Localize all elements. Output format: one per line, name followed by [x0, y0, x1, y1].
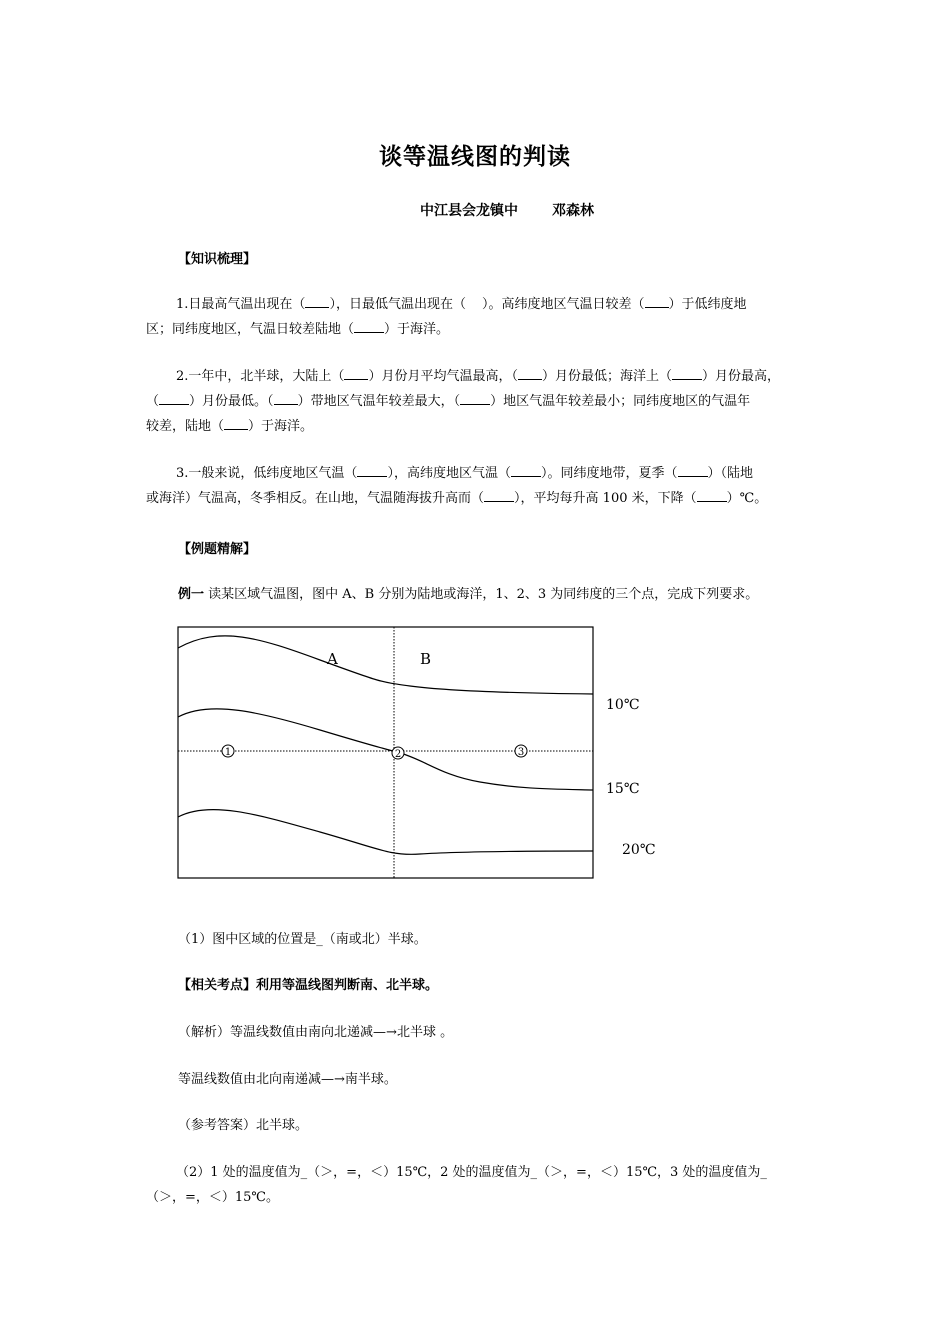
analysis-line-2: 等温线数值由北向南递减—→南半球。 [178, 1072, 397, 1087]
analysis-line-1: （解析）等温线数值由南向北递减—→北半球 。 [178, 1025, 454, 1040]
figure-frame [178, 627, 593, 878]
point-1-label: 1 [224, 747, 232, 758]
answer-blank[interactable] [224, 415, 248, 430]
related-points: 【相关考点】利用等温线图判断南、北半球。 [178, 978, 439, 993]
author-name: 邓森林 [552, 203, 594, 219]
answer-blank[interactable] [678, 462, 708, 477]
isotherm-figure [170, 620, 670, 885]
point-2-label: 2 [394, 749, 402, 760]
question-1: 1.日最高气温出现在（ ），日最低气温出现在（ ）。高纬度地区气温日较差（ ）于低纬度地 区；同纬度地区，气温日较差陆地（ ）于海洋。 [146, 292, 818, 342]
point-3-label: 3 [517, 747, 525, 758]
example-text: 读某区域气温图，图中 A、B 分别为陆地或海洋，1、2、3 为同纬度的三个点，完成下列要求。 [208, 587, 759, 602]
isotherm-label-10: 10℃ [606, 697, 640, 713]
answer-blank[interactable] [344, 365, 368, 380]
arrow-right-icon: —→ [321, 1072, 345, 1087]
region-b-label: B [420, 650, 432, 668]
answer-blank[interactable] [511, 462, 541, 477]
isotherm-label-20: 20℃ [622, 842, 656, 858]
answer-blank[interactable] [645, 293, 669, 308]
reference-answer: （参考答案）北半球。 [178, 1118, 309, 1133]
sub-question-2: （2）1 处的温度值为_（＞，=，＜）15℃，2 处的温度值为_（＞，=，＜）15℃，3 处的温度值为_ （＞，=，＜）15℃。 [146, 1165, 767, 1205]
region-a-label: A [327, 650, 338, 668]
answer-blank[interactable] [697, 487, 727, 502]
answer-blank[interactable] [354, 318, 384, 333]
author-line [420, 200, 594, 220]
answer-blank[interactable] [159, 390, 189, 405]
isotherm-label-15: 15℃ [606, 781, 640, 797]
author-school: 中江县会龙镇中 [420, 203, 518, 219]
answer-blank[interactable] [357, 462, 387, 477]
section-heading-examples: 【例题精解】 [178, 542, 257, 557]
example-label: 例一 [178, 587, 205, 602]
sub-question-1: （1）图中区域的位置是_（南或北）半球。 [178, 932, 427, 947]
answer-blank[interactable] [518, 365, 542, 380]
question-2: 2.一年中，北半球，大陆上（ ）月份月平均气温最高，（ ）月份最低；海洋上（ ）月份最高， （ ）月份最低。（ ）带地区气温年较差最大，（ ）地区气温年较差最小；同纬度地区的气温年 较差，陆地（ ）于海洋。 [146, 364, 818, 439]
answer-blank[interactable] [305, 293, 329, 308]
answer-blank[interactable] [460, 390, 490, 405]
answer-blank[interactable] [672, 365, 702, 380]
arrow-right-icon: —→ [373, 1025, 397, 1040]
section-heading-knowledge: 【知识梳理】 [178, 252, 257, 267]
example-1-prompt [178, 583, 758, 602]
answer-blank[interactable] [274, 390, 298, 405]
question-3: 3.一般来说，低纬度地区气温（ ），高纬度地区气温（ ）。同纬度地带，夏季（ ）（陆地 或海洋）气温高，冬季相反。在山地，气温随海拔升高而（ ），平均每升高 100 米，下降（ ）℃。 [146, 461, 818, 511]
page-title: 谈等温线图的判读 [379, 144, 571, 170]
answer-blank[interactable] [484, 487, 514, 502]
